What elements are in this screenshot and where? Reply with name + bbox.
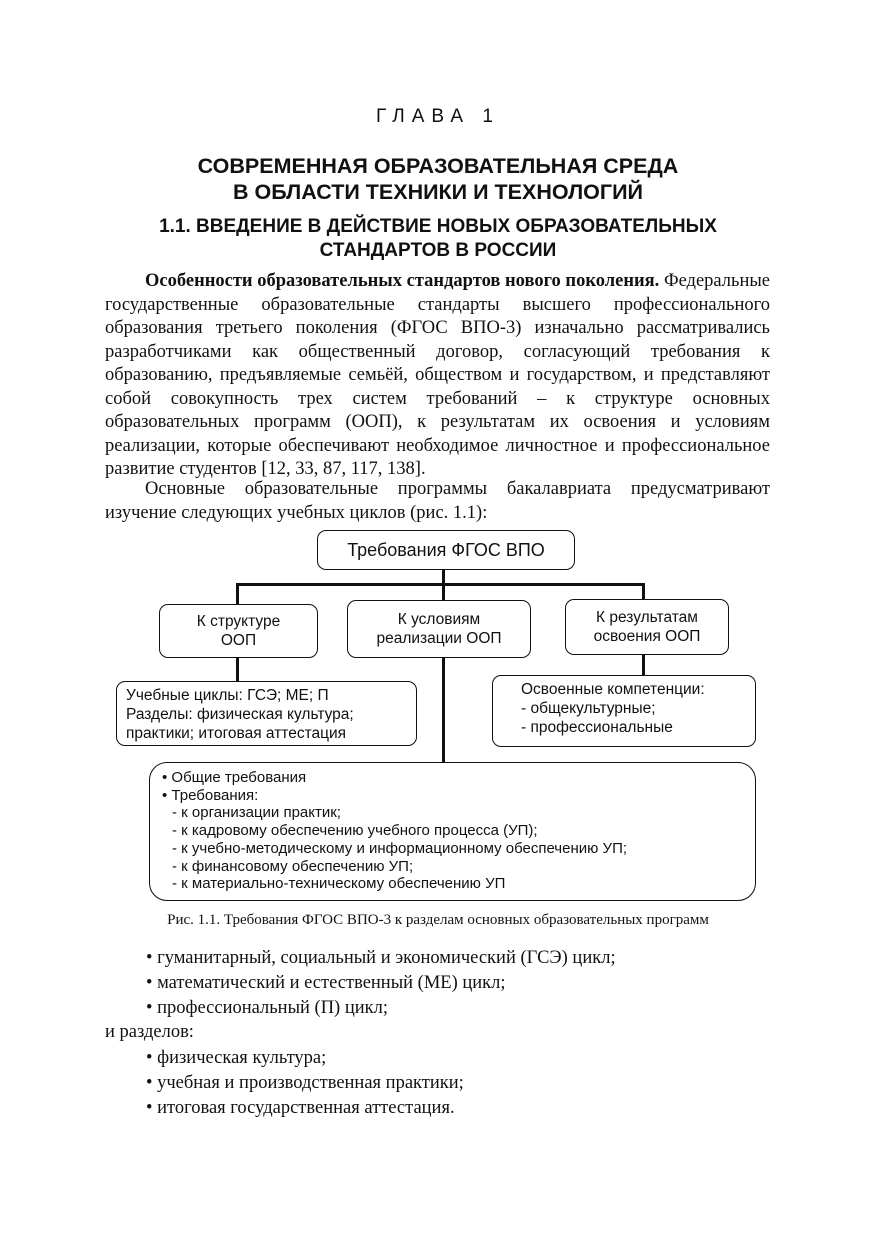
connector-conditions-requirements: [442, 658, 445, 764]
requirements-line-5: - к учебно-методическому и информационному обеспечению УП;: [172, 839, 628, 857]
figure-caption: Рис. 1.1. Требования ФГОС ВПО-3 к разделам основных образовательных программ: [167, 912, 709, 928]
competences-box: [492, 675, 756, 747]
sections-list: [146, 1046, 464, 1121]
list-item: • гуманитарный, социальный и экономический (ГСЭ) цикл;: [146, 948, 616, 968]
requirements-line-2: • Требования:: [162, 786, 259, 804]
results-box: [565, 599, 729, 655]
connector-to-structure: [236, 583, 239, 605]
connector-to-results: [642, 583, 645, 600]
conditions-box: [347, 600, 531, 658]
paragraph-1-lead: Особенности образовательных стандартов нового поколения.: [145, 271, 660, 291]
root-label: Требования ФГОС ВПО: [347, 539, 545, 560]
section-title-line-1: 1.1. ВВЕДЕНИЕ В ДЕЙСТВИЕ НОВЫХ ОБРАЗОВАТЕЛЬНЫХ: [159, 216, 717, 237]
list-item: • учебная и производственная практики;: [146, 1073, 464, 1093]
cycles-list: [146, 946, 616, 1021]
chapter-title-line-1: СОВРЕМЕННАЯ ОБРАЗОВАТЕЛЬНАЯ СРЕДА: [197, 154, 679, 178]
competences-line-2: - общекультурные;: [521, 700, 656, 717]
results-label-2: освоения ООП: [593, 628, 701, 645]
list-item: • профессиональный (П) цикл;: [146, 998, 388, 1018]
chapter-heading: ГЛАВА 1: [376, 106, 500, 127]
competences-line-1: Освоенные компетенции:: [521, 681, 705, 698]
connector-structure-cycles: [236, 658, 239, 682]
requirements-line-1: • Общие требования: [162, 769, 307, 786]
competences-line-3: - профессиональные: [521, 719, 673, 736]
requirements-line-4: - к кадровому обеспечению учебного процесса (УП);: [172, 822, 538, 840]
structure-label-2: ООП: [220, 632, 257, 649]
cycles-box: [116, 681, 417, 746]
requirements-line-7: - к материально-техническому обеспечению УП: [172, 875, 506, 893]
cycles-line-1: Учебные циклы: ГСЭ; МЕ; П: [126, 687, 329, 704]
structure-box: [159, 604, 318, 658]
requirements-line-6: - к финансовому обеспечению УП;: [172, 857, 414, 875]
conditions-label-1: К условиям: [397, 611, 481, 628]
connector-to-conditions: [442, 583, 445, 601]
connector-results-competences: [642, 655, 645, 676]
section-title-line-2: СТАНДАРТОВ В РОССИИ: [319, 240, 557, 261]
sections-intro: и разделов:: [105, 1022, 194, 1042]
cycles-line-2: Разделы: физическая культура;: [126, 706, 354, 723]
paragraph-2: Основные образовательные программы бакалавриата предусматривают изучение следующих учебных циклов (рис. 1.1):: [105, 479, 770, 523]
list-item: • физическая культура;: [146, 1048, 327, 1068]
requirements-box: [149, 762, 756, 901]
list-item: • итоговая государственная аттестация.: [146, 1098, 455, 1118]
connector-horizontal: [236, 583, 645, 586]
paragraph-1: [105, 270, 770, 482]
chapter-title: [0, 153, 876, 205]
cycles-line-3: практики; итоговая аттестация: [126, 725, 347, 742]
list-item: • математический и естественный (МЕ) цикл;: [146, 973, 506, 993]
root-box: [317, 530, 575, 570]
results-label-1: К результатам: [596, 609, 698, 626]
paragraph-1-text: Федеральные государственные образовательные стандарты высшего профессионального образования третьего поколения (ФГОС ВПО-3) изначально рассматривались разработчиками как общественный договор, согласующий требования к образованию, предъявляемые семьёй, обществом и государством, и представляют собой совокупность трех систем требований – к структуре основных образовательных программ (ООП), к результатам их освоения и условиям реализации, которые обеспечивают необходимое личностное и профессиональное развитие студентов [12, 33, 87, 117, 138].: [105, 271, 770, 479]
structure-label-1: К структуре: [196, 613, 281, 630]
conditions-label-2: реализации ООП: [376, 630, 502, 647]
chapter-title-line-2: В ОБЛАСТИ ТЕХНИКИ И ТЕХНОЛОГИЙ: [233, 180, 643, 204]
section-title: [0, 215, 876, 263]
requirements-line-3: - к организации практик;: [172, 804, 341, 822]
